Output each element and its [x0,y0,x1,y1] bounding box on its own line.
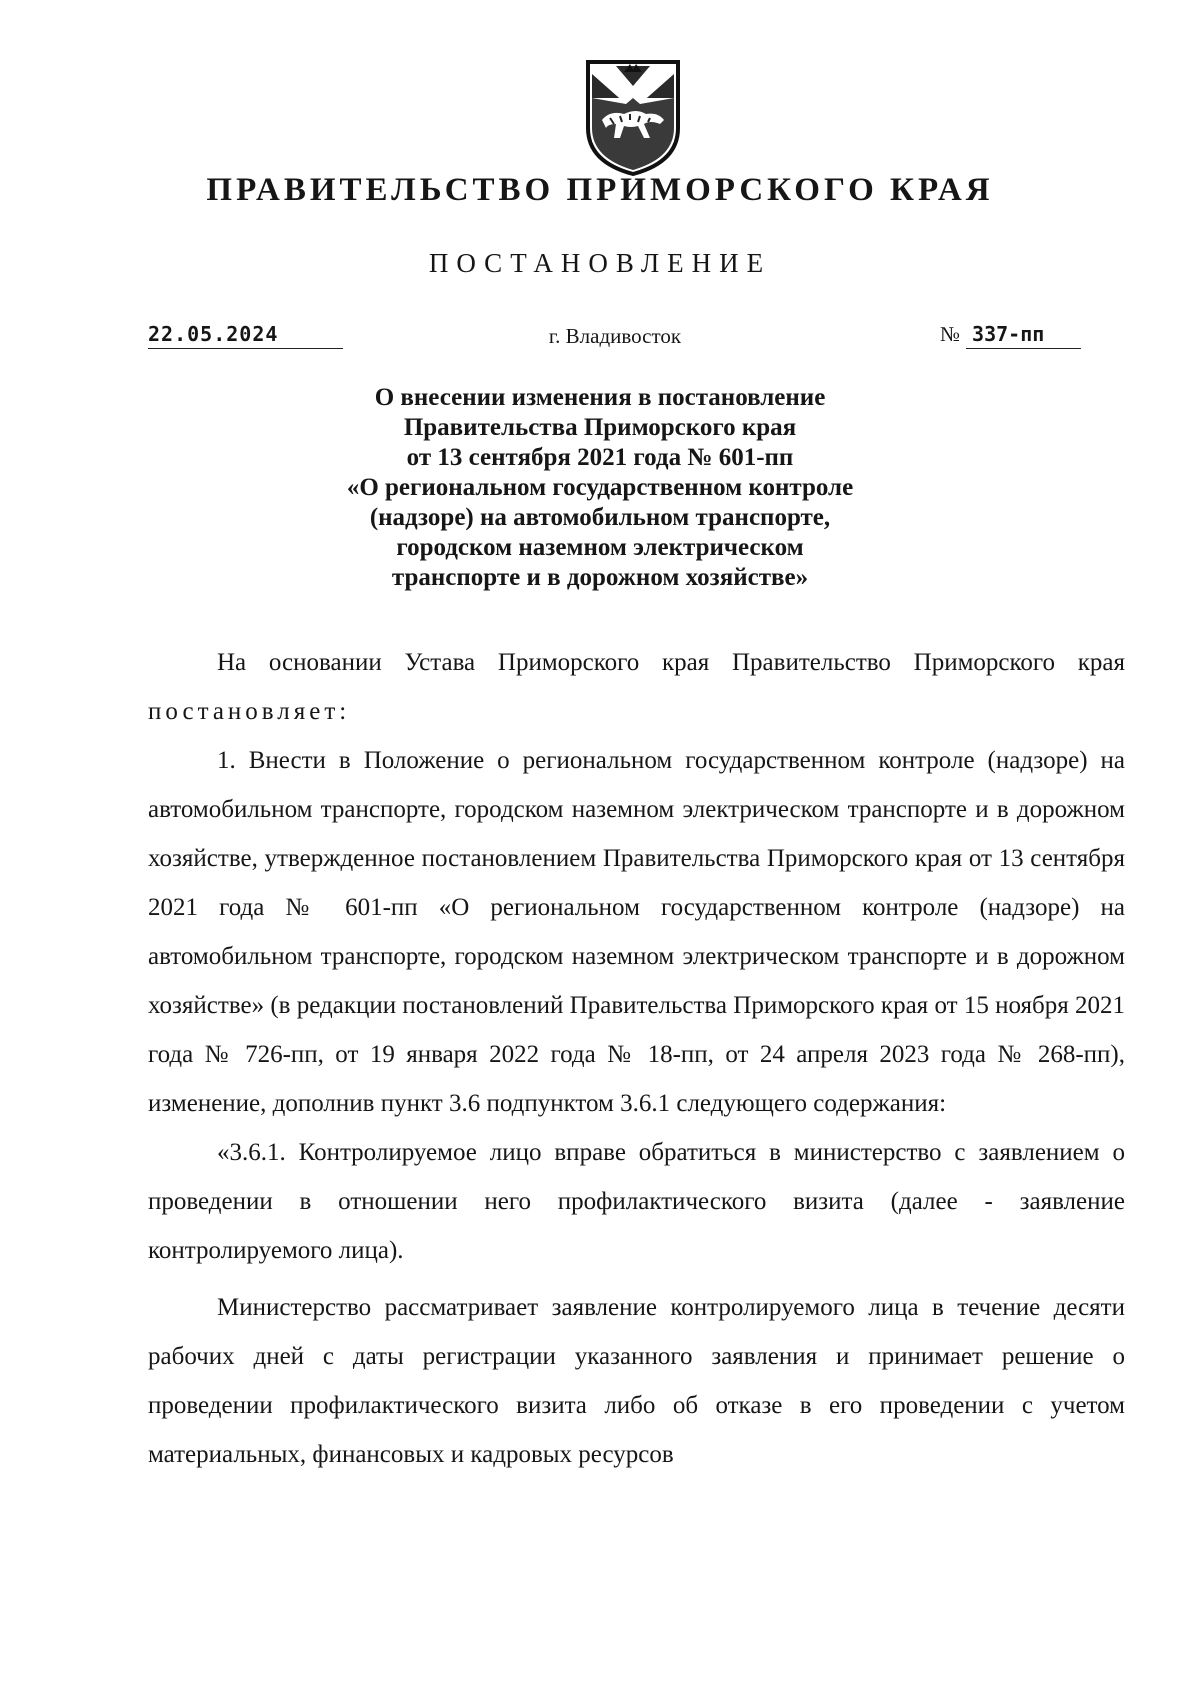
number-label: № [940,322,961,346]
document-number [940,320,1081,349]
preamble-resolves: постановляет: [148,698,351,725]
document-type: ПОСТАНОВЛЕНИЕ [428,248,772,278]
heading-line: от 13 сентября 2021 года № 601-пп [406,444,794,471]
body-paragraph-item-1: 1. Внести в Положение о региональном государственном контроле (надзоре) на автомобильном транспорте, городском наземном электрическом транспорте и в дорожном хозяйстве, утвержденное постановлением Правительства Приморского края от 13 сентября 2021 года № 601-пп «О региональном государственном контроле (надзоре) на автомобильном транспорте, городском наземном электрическом транспорте и в дорожном хозяйстве» (в редакции постановлений Правительства Приморского края от 15 ноября 2021 года № 726-пп, от 19 января 2022 года № 18-пп, от 24 апреля 2023 года № 268-пп), изменение, дополнив пункт 3.6 подпунктом 3.6.1 следующего содержания: [148,747,1125,1117]
heading-line: О внесении изменения в постановление [374,384,826,411]
number-value: 337-пп [966,320,1081,349]
document-city: г. Владивосток [548,324,682,348]
heading-line: «О региональном государственном контроле [346,474,854,501]
preamble-text: На основании Устава Приморского края Правительство Приморского края [217,649,1125,676]
document-date: 22.05.2024 [148,320,343,349]
document-heading [150,383,1050,593]
coat-of-arms-emblem [580,58,686,178]
body-paragraph-item-3-6-1: «3.6.1. Контролируемое лицо вправе обратиться в министерство с заявлением о проведении в отношении него профилактического визита (далее - заявление контролируемого лица). [148,1139,1125,1264]
heading-line: городском наземном электрическом [396,534,804,561]
document-body [148,638,1125,1479]
heading-line: Правительства Приморского края [403,414,797,441]
heading-line: транспорте и в дорожном хозяйстве» [391,564,809,591]
government-name: ПРАВИТЕЛЬСТВО ПРИМОРСКОГО КРАЯ [206,172,994,208]
heading-line: (надзоре) на автомобильном транспорте, [369,504,831,531]
body-paragraph-preamble [148,638,1125,736]
body-paragraph-review: Министерство рассматривает заявление контролируемого лица в течение десяти рабочих дней с даты регистрации указанного заявления и принимает решение о проведении профилактического визита либо об отказе в его проведении с учетом материальных, финансовых и кадровых ресурсов [148,1294,1125,1468]
